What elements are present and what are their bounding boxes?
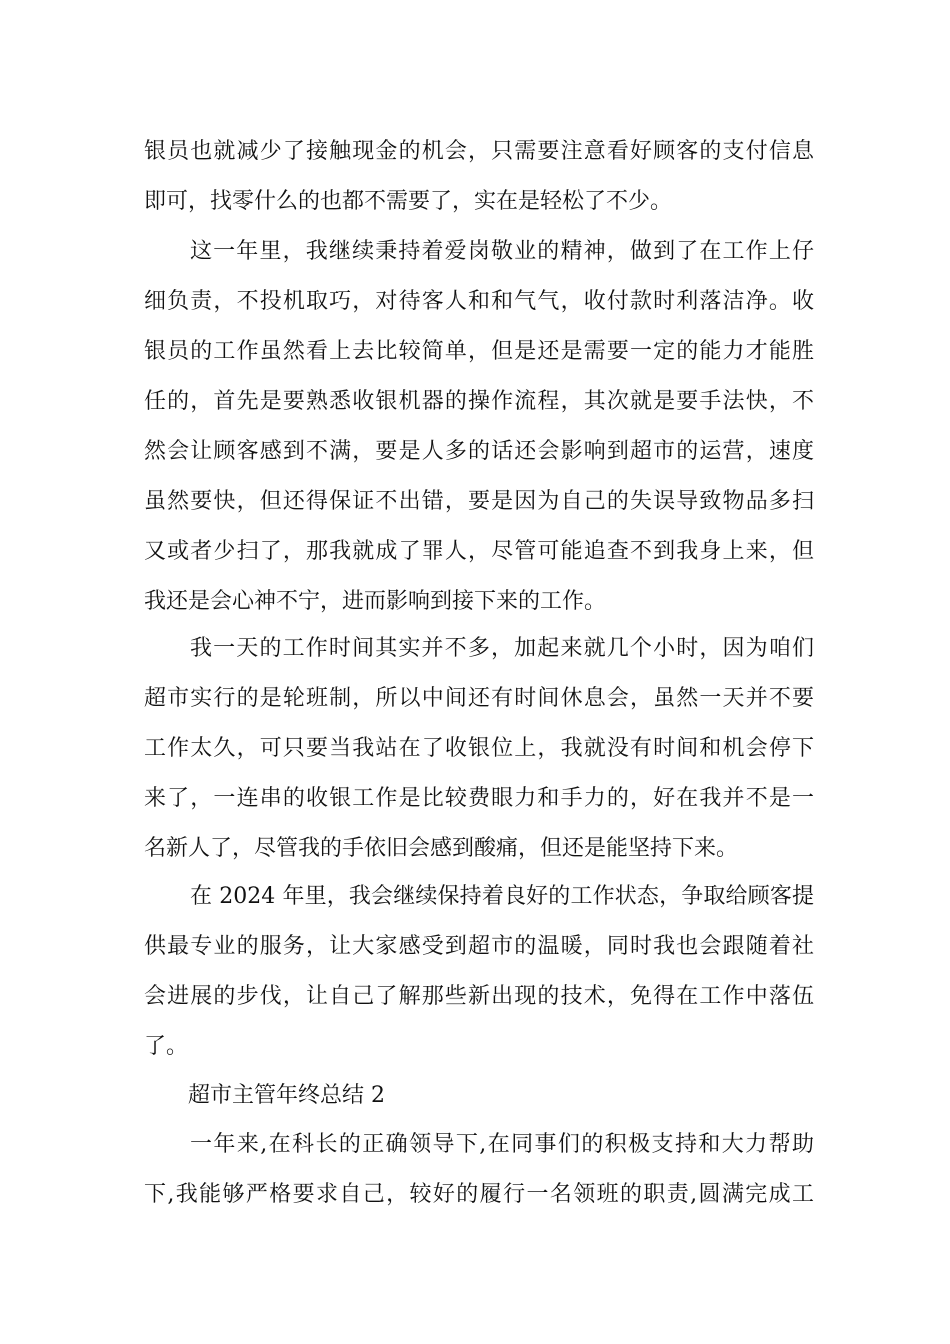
paragraph-line: 工作太久，可只要当我站在了收银位上，我就没有时间和机会停下 [144,736,814,761]
paragraph-line: 又或者少扫了，那我就成了罪人，尽管可能追查不到我身上来，但 [144,539,814,564]
paragraph-line: 细负责，不投机取巧，对待客人和和气气，收付款时利落洁净。收 [144,289,814,314]
paragraph-line: 名新人了，尽管我的手依旧会感到酸痛，但还是能坚持下来。 [144,836,739,861]
paragraph-line: 会进展的步伐，让自己了解那些新出现的技术，免得在工作中落伍 [144,984,814,1009]
paragraph-line: 我一天的工作时间其实并不多，加起来就几个小时，因为咱们 [190,636,814,661]
paragraph-line: 银员的工作虽然看上去比较简单，但是还是需要一定的能力才能胜 [144,339,814,364]
paragraph-line: 下,我能够严格要求自己，较好的履行一名领班的职责,圆满完成工 [144,1182,814,1207]
paragraph-line: 即可，找零什么的也都不需要了，实在是轻松了不少。 [144,189,673,214]
paragraph-line: 超市实行的是轮班制，所以中间还有时间休息会，虽然一天并不要 [144,686,814,711]
paragraph-line: 这一年里，我继续秉持着爱岗敬业的精神，做到了在工作上仔 [190,239,814,264]
paragraph-line: 供最专业的服务，让大家感受到超市的温暖，同时我也会跟随着社 [144,934,814,959]
paragraph-line: 一年来,在科长的正确领导下,在同事们的积极支持和大力帮助 [190,1132,814,1157]
paragraph-line: 了。 [144,1034,189,1059]
paragraph-line: 虽然要快，但还得保证不出错，要是因为自己的失误导致物品多扫 [144,489,814,514]
paragraph-line: 任的，首先是要熟悉收银机器的操作流程，其次就是要手法快，不 [144,389,814,414]
paragraph-line: 来了，一连串的收银工作是比较费眼力和手力的，好在我并不是一 [144,786,814,811]
paragraph-line: 我还是会心神不宁，进而影响到接下来的工作。 [144,589,607,614]
section-heading: 超市主管年终总结 2 [188,1083,385,1108]
paragraph-line: 银员也就减少了接触现金的机会，只需要注意看好顾客的支付信息 [144,139,814,164]
paragraph-line: 在 2024 年里，我会继续保持着良好的工作状态，争取给顾客提 [190,884,814,909]
paragraph-line: 然会让顾客感到不满，要是人多的话还会影响到超市的运营，速度 [144,439,814,464]
